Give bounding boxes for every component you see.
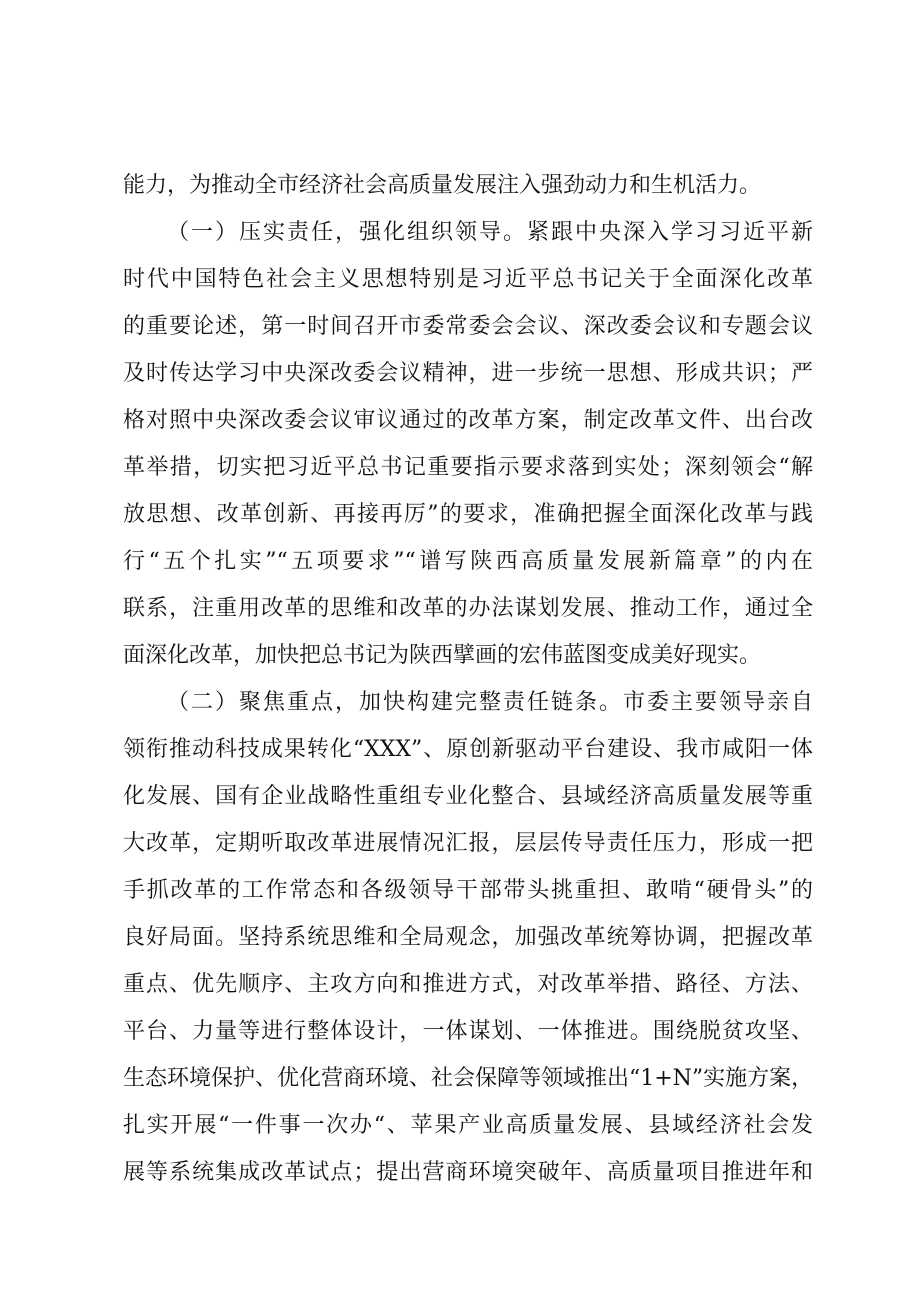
- text-line: 格对照中央深改委会议审议通过的改革方案，制定改革文件、出台改: [123, 408, 813, 433]
- text-line: 扎实开展“一件事一次办“、苹果产业高质量发展、县域经济社会发: [123, 1113, 813, 1138]
- text-line: 时代中国特色社会主义思想特别是习近平总书记关于全面深化改革: [123, 267, 813, 292]
- text-line: 平台、力量等进行整体设计，一体谋划、一体推进。围绕脱贫攻坚、: [123, 1019, 813, 1044]
- text-line: 展等系统集成改革试点；提出营商环境突破年、高质量项目推进年和: [123, 1160, 813, 1185]
- text-line: 放思想、改革创新、再接再厉”的要求，准确把握全面深化改革与践: [123, 502, 813, 527]
- text-line: 能力，为推动全市经济社会高质量发展注入强劲动力和生机活力。: [123, 173, 762, 198]
- text-line: 化发展、国有企业战略性重组专业化整合、县域经济高质量发展等重: [123, 784, 813, 809]
- section-heading-line: （一）压实责任，强化组织领导。紧跟中央深入学习习近平新: [167, 220, 813, 245]
- text-line: 革举措，切实把习近平总书记重要指示要求落到实处；深刻领会“解: [123, 455, 813, 480]
- section-heading-line: （二）聚焦重点，加快构建完整责任链条。市委主要领导亲自: [167, 690, 813, 715]
- body-text: [123, 162, 813, 1196]
- text-line: 及时传达学习中央深改委会议精神，进一步统一思想、形成共识；严: [123, 361, 813, 386]
- text-line: 生态环境保护、优化营商环境、社会保障等领域推出“1+N”实施方案，: [123, 1066, 813, 1091]
- text-line: 大改革，定期听取改革进展情况汇报，层层传导责任压力，形成一把: [123, 831, 813, 856]
- text-line: 良好局面。坚持系统思维和全局观念，加强改革统筹协调，把握改革: [123, 925, 813, 950]
- text-line: 联系，注重用改革的思维和改革的办法谋划发展、推动工作，通过全: [123, 596, 813, 621]
- text-line: 重点、优先顺序、主攻方向和推进方式，对改革举措、路径、方法、: [123, 972, 813, 997]
- text-line: 面深化改革，加快把总书记为陕西擘画的宏伟蓝图变成美好现实。: [123, 643, 762, 668]
- text-line: 领衔推动科技成果转化“XXX”、原创新驱动平台建设、我市咸阳一体: [123, 737, 813, 762]
- text-line: 手抓改革的工作常态和各级领导干部带头挑重担、敢啃“硬骨头”的: [123, 878, 813, 903]
- text-line: 行“五个扎实”“五项要求”“谱写陕西高质量发展新篇章”的内在: [123, 549, 813, 574]
- text-line: 的重要论述，第一时间召开市委常委会会议、深改委会议和专题会议: [123, 314, 813, 339]
